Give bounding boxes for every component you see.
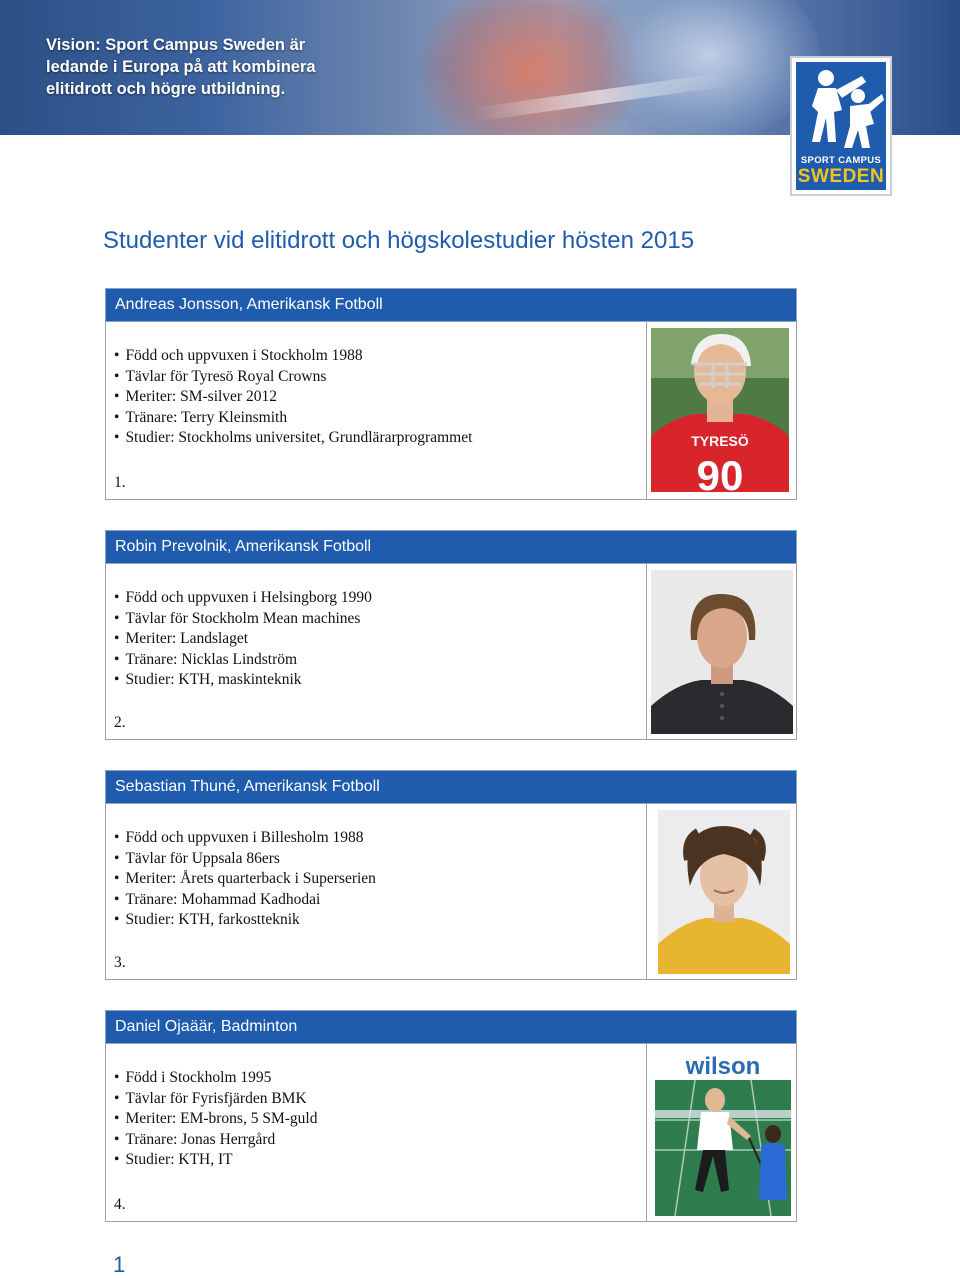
student-body — [105, 564, 797, 740]
column-divider — [646, 804, 647, 979]
fact-item: • Meriter: EM-brons, 5 SM-guld — [114, 1109, 796, 1130]
student-card — [105, 1010, 797, 1222]
page-title: Studenter vid elitidrott och högskolestudier hösten 2015 — [103, 227, 695, 254]
student-body — [105, 804, 797, 980]
student-heading: Daniel Ojaäär, Badminton — [105, 1010, 797, 1044]
sport-campus-sweden-logo — [790, 56, 892, 196]
vision-line: elitidrott och högre utbildning. — [46, 80, 286, 98]
athletes-logo-icon — [796, 62, 886, 154]
student-photo — [651, 328, 789, 492]
logo-text-bottom: SWEDEN — [797, 166, 885, 187]
student-body — [105, 1044, 797, 1222]
fact-item: • Tävlar för Stockholm Mean machines — [114, 609, 796, 630]
student-number: 1. — [114, 474, 126, 491]
banner-face-image — [600, 0, 820, 135]
fact-item: • Meriter: Årets quarterback i Superserien — [114, 869, 796, 890]
column-divider — [646, 1044, 647, 1221]
column-divider — [646, 564, 647, 739]
student-number: 3. — [114, 954, 126, 971]
student-card — [105, 770, 797, 980]
student-number: 2. — [114, 714, 126, 731]
student-number: 4. — [114, 1196, 126, 1213]
column-divider — [646, 322, 647, 499]
student-photo — [655, 1050, 791, 1216]
fact-item: • Född och uppvuxen i Billesholm 1988 — [114, 828, 796, 849]
jersey-text: TYRESÖ — [691, 433, 749, 449]
fact-item: • Född i Stockholm 1995 — [114, 1068, 796, 1089]
logo-text-top: SPORT CAMPUS — [800, 155, 882, 166]
fact-item: • Meriter: SM-silver 2012 — [114, 387, 796, 408]
student-body — [105, 322, 797, 500]
fact-item: • Tränare: Nicklas Lindström — [114, 650, 796, 671]
page-number: 1 — [113, 1252, 126, 1277]
student-photo — [658, 810, 790, 974]
student-card — [105, 530, 797, 740]
fact-item: • Tränare: Terry Kleinsmith — [114, 408, 796, 429]
vision-statement — [46, 34, 366, 100]
student-heading: Sebastian Thuné, Amerikansk Fotboll — [105, 770, 797, 804]
fact-item: • Född och uppvuxen i Stockholm 1988 — [114, 346, 796, 367]
fact-item: • Tävlar för Fyrisfjärden BMK — [114, 1089, 796, 1110]
fact-item: • Tränare: Mohammad Kadhodai — [114, 890, 796, 911]
fact-item: • Tävlar för Uppsala 86ers — [114, 849, 796, 870]
student-photo — [651, 570, 793, 734]
fact-item: • Studier: KTH, maskinteknik — [114, 670, 796, 691]
student-card — [105, 288, 797, 500]
banner-text: wilson — [685, 1053, 761, 1080]
fact-item: • Studier: KTH, farkostteknik — [114, 910, 796, 931]
vision-line: Vision: Sport Campus Sweden är — [46, 36, 306, 54]
vision-line: ledande i Europa på att kombinera — [46, 58, 316, 76]
fact-item: • Tränare: Jonas Herrgård — [114, 1130, 796, 1151]
fact-item: • Född och uppvuxen i Helsingborg 1990 — [114, 588, 796, 609]
fact-item: • Tävlar för Tyresö Royal Crowns — [114, 367, 796, 388]
student-heading: Andreas Jonsson, Amerikansk Fotboll — [105, 288, 797, 322]
jersey-number: 90 — [696, 452, 744, 492]
fact-item: • Studier: Stockholms universitet, Grundlärarprogrammet — [114, 428, 796, 449]
fact-item: • Studier: KTH, IT — [114, 1150, 796, 1171]
fact-item: • Meriter: Landslaget — [114, 629, 796, 650]
student-heading: Robin Prevolnik, Amerikansk Fotboll — [105, 530, 797, 564]
